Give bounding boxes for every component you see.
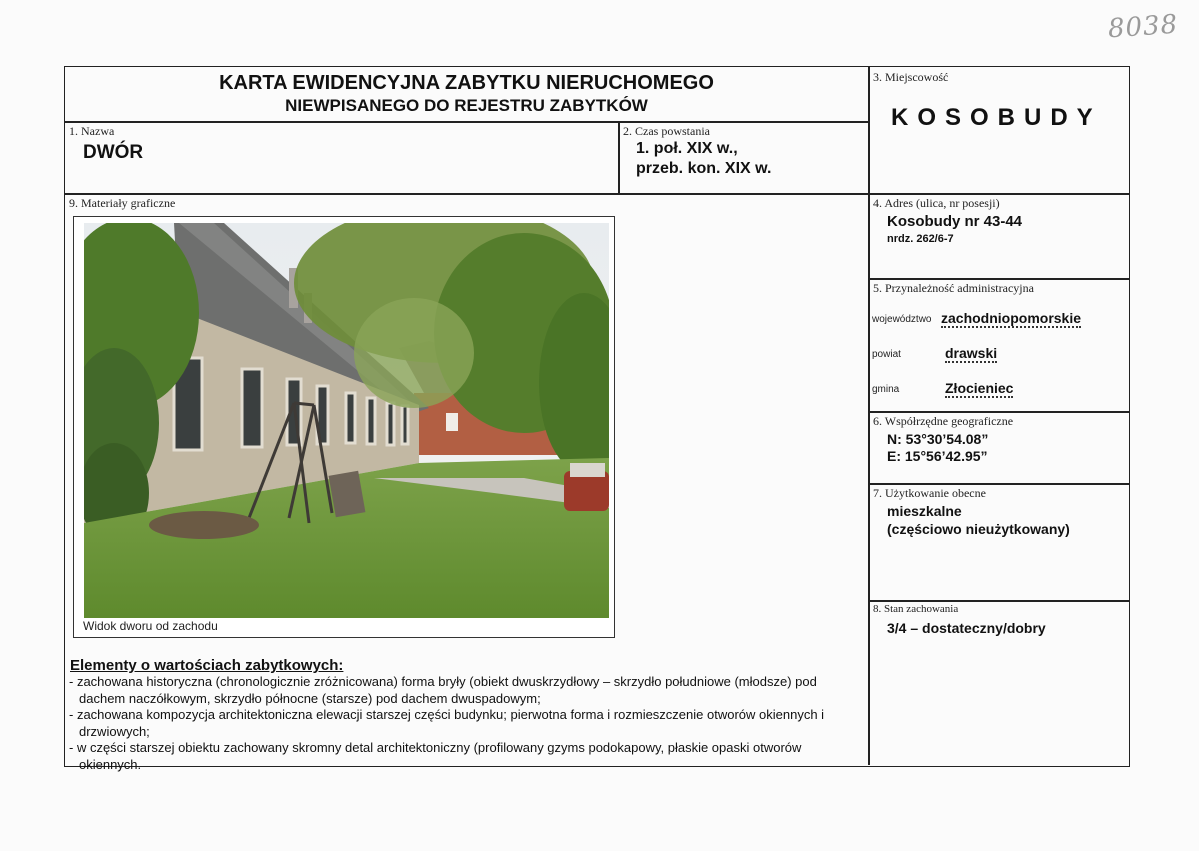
parcel-value: nrdz. 262/6-7: [887, 233, 954, 245]
address-value: Kosobudy nr 43-44: [887, 213, 1023, 230]
graphic-materials-label: 9. Materiały graficzne: [69, 196, 176, 210]
photo-frame: [73, 216, 615, 638]
divider: [65, 121, 868, 123]
handwritten-record-number: 8038: [1107, 9, 1180, 45]
county-key: powiat: [872, 349, 901, 360]
name-label: 1. Nazwa: [69, 124, 115, 138]
longitude-value: E: 15°56’42.95”: [887, 448, 988, 464]
divider: [868, 600, 1129, 602]
manor-photo: [84, 223, 609, 618]
divider: [868, 67, 870, 765]
photo-caption: Widok dworu od zachodu: [83, 619, 218, 633]
locality-label: 3. Miejscowość: [873, 70, 949, 84]
current-use-value-2: (częściowo nieużytkowany): [887, 521, 1070, 537]
creation-time-value-1: 1. poł. XIX w.,: [636, 140, 738, 157]
manor-house-image: [84, 223, 609, 618]
current-use-value-1: mieszkalne: [887, 503, 962, 519]
latitude-value: N: 53°30’54.08”: [887, 431, 989, 447]
divider: [65, 193, 1129, 195]
card-title-line2: NIEWPISANEGO DO REJESTRU ZABYTKÓW: [285, 96, 648, 115]
commune-key: gmina: [872, 384, 900, 395]
address-label: 4. Adres (ulica, nr posesji): [873, 196, 1000, 210]
heritage-element-item: - zachowana kompozycja architektoniczna elewacji starszej części budynku; pierwotna forma i rozmieszczenie otworów okiennych i drzwiowych;: [69, 707, 825, 739]
condition-label: 8. Stan zachowania: [873, 603, 959, 615]
divider: [618, 121, 620, 194]
divider: [868, 411, 1129, 413]
heritage-element-item: - w części starszej obiektu zachowany skromny detal architektoniczny (profilowany gzyms podokapowy, płaskie opaski otworów okiennych.: [69, 740, 802, 772]
commune-value: Złocieniec: [945, 380, 1014, 396]
card-title-line1: KARTA EWIDENCYJNA ZABYTKU NIERUCHOMEGO: [219, 72, 714, 94]
creation-time-label: 2. Czas powstania: [623, 124, 710, 138]
heritage-element-item: - zachowana historyczna (chronologicznie zróżnicowana) forma bryły (obiekt dwuskrzydłowy – skrzydło południowe (młodsze) pod dachem naczółkowym, skrzydło północne (starsze) pod dachem dwuspadowym;: [69, 674, 817, 706]
heritage-elements-list: [69, 674, 864, 773]
condition-value: 3/4 – dostateczny/dobry: [887, 620, 1046, 636]
name-value: DWÓR: [83, 142, 144, 163]
heritage-elements-heading: Elementy o wartościach zabytkowych:: [70, 657, 344, 674]
voivodeship-value: zachodniopomorskie: [941, 310, 1082, 326]
administrative-label: 5. Przynależność administracyjna: [873, 281, 1034, 295]
locality-value: KOSOBUDY: [891, 104, 1102, 131]
record-card: [64, 66, 1130, 772]
county-value: drawski: [945, 345, 998, 361]
creation-time-value-2: przeb. kon. XIX w.: [636, 160, 772, 177]
current-use-label: 7. Użytkowanie obecne: [873, 486, 986, 500]
voivodeship-key: województwo: [872, 314, 932, 325]
coordinates-label: 6. Współrzędne geograficzne: [873, 414, 1014, 428]
divider: [868, 483, 1129, 485]
divider: [868, 278, 1129, 280]
